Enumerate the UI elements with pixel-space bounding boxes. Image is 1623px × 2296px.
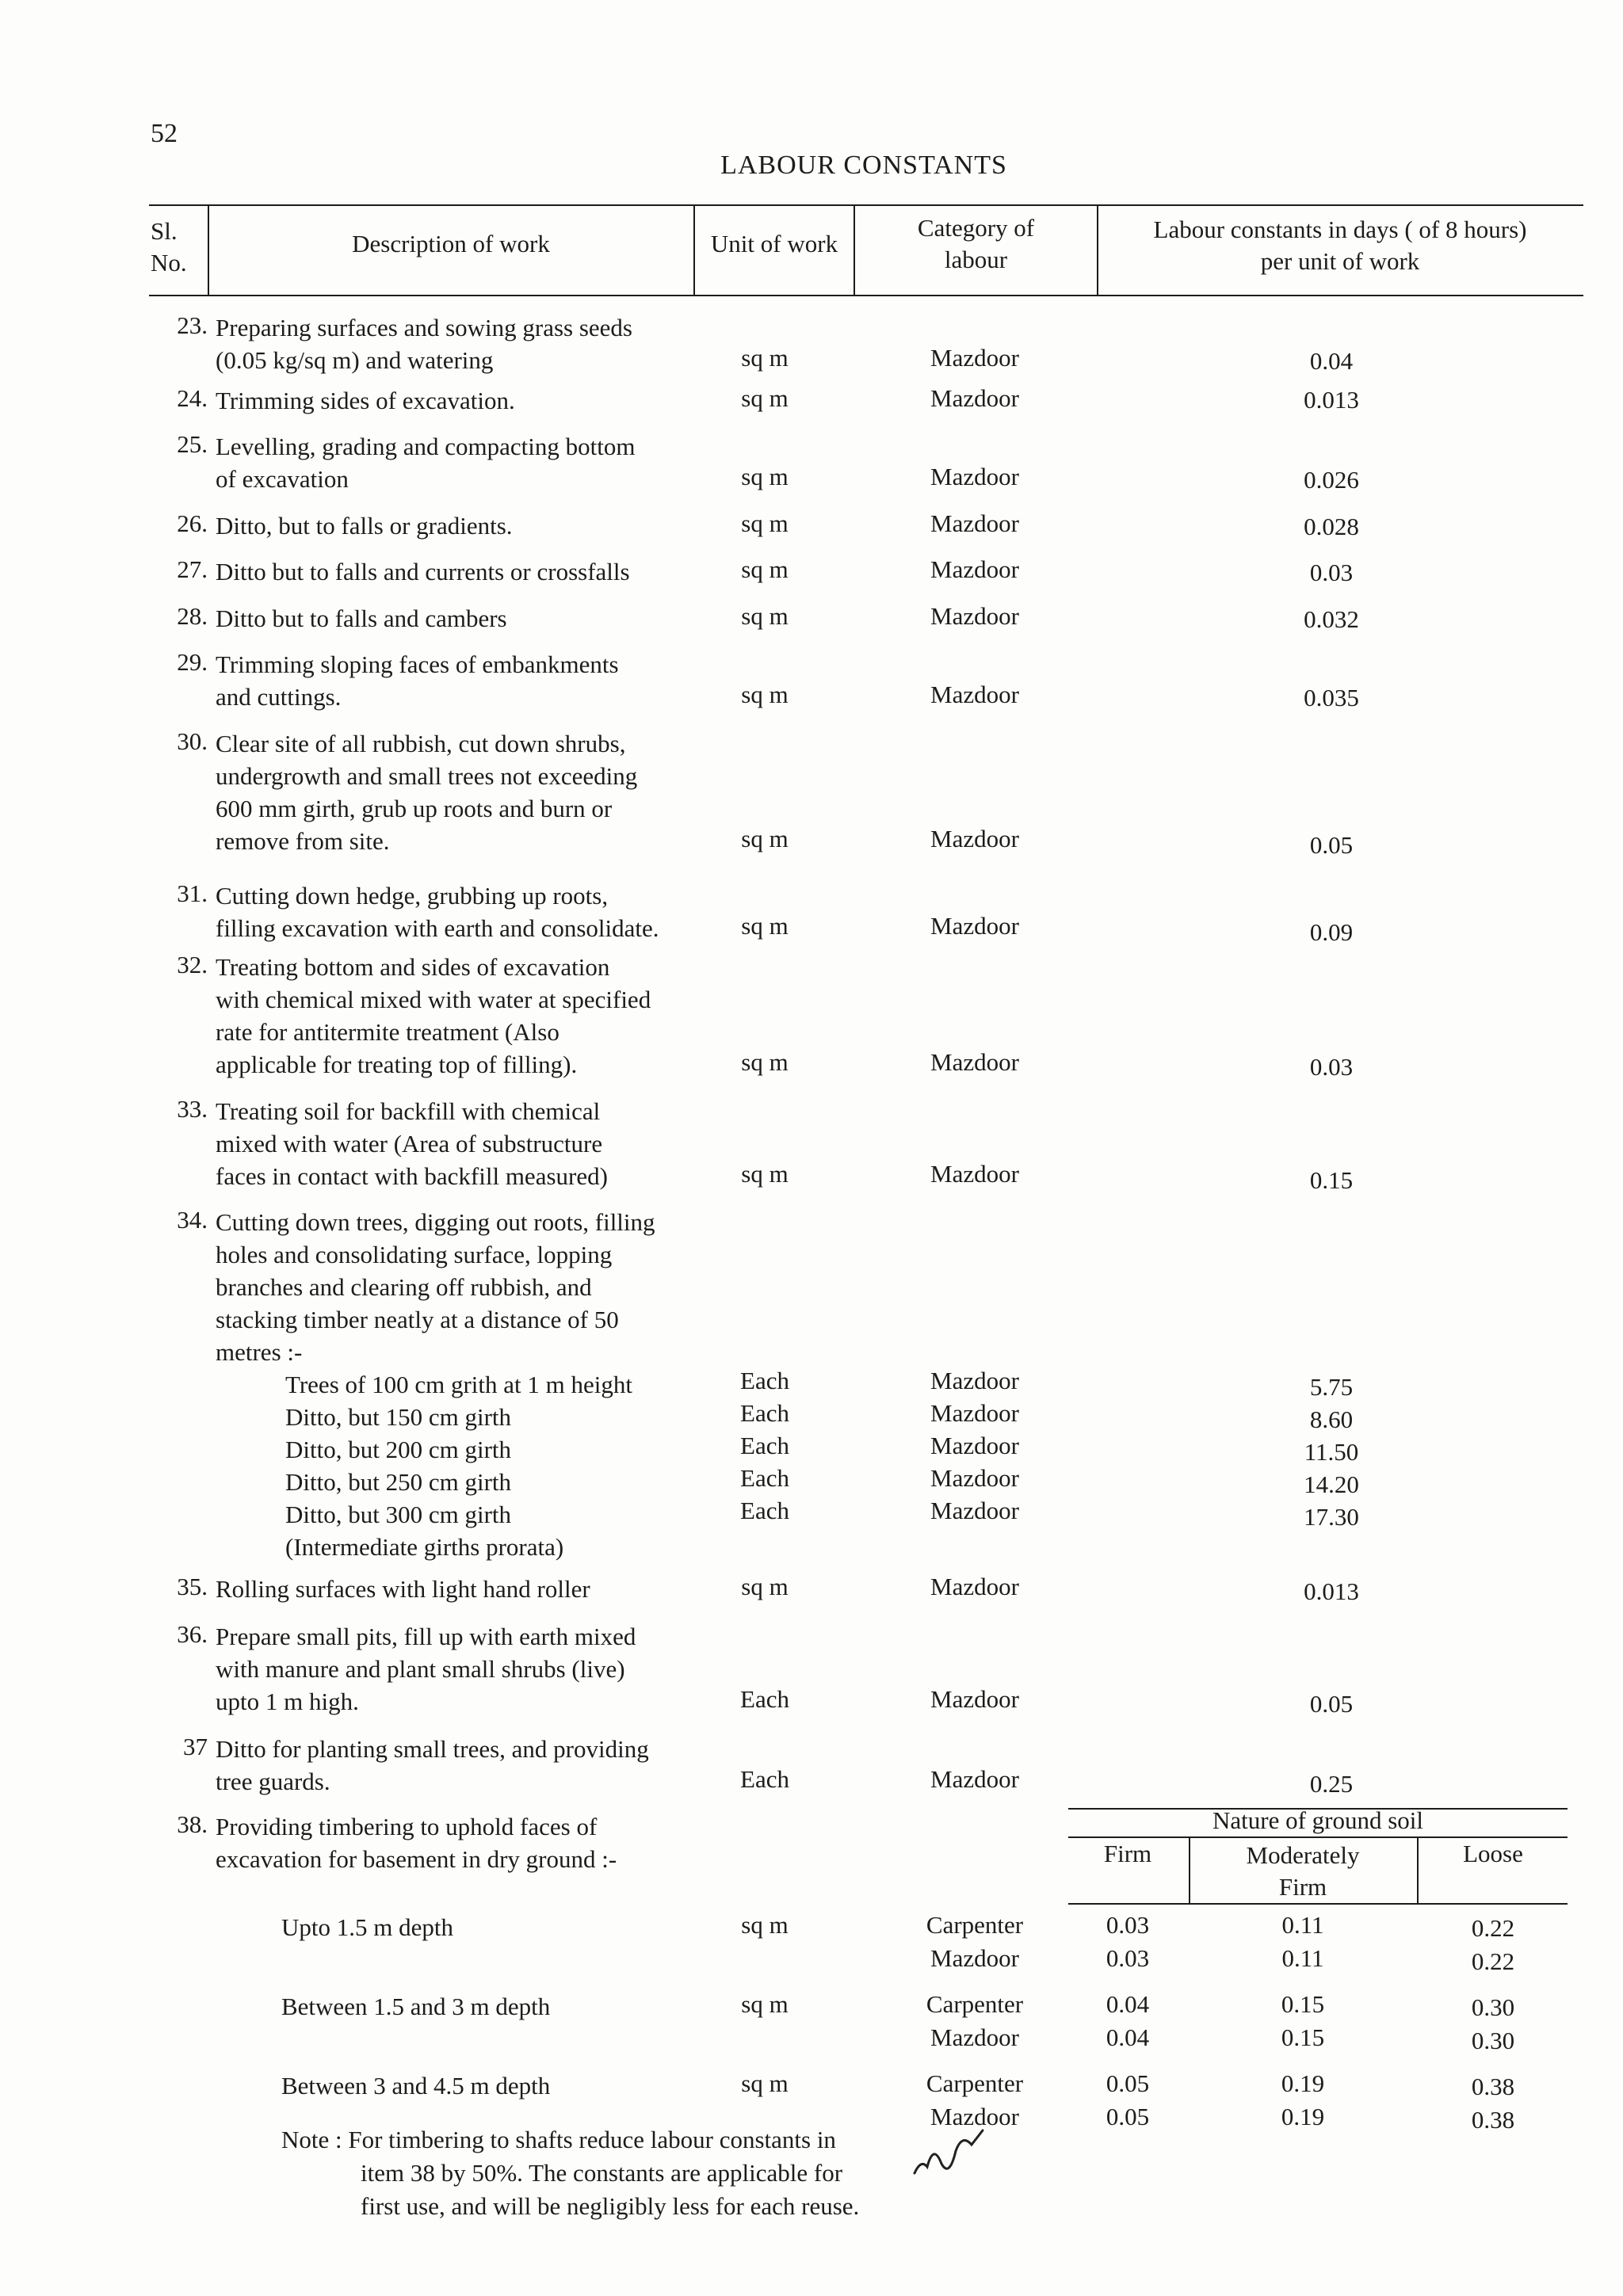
row-description-line: Ditto but to falls and currents or crossfalls — [216, 558, 630, 585]
header-category-line2: labour — [944, 246, 1008, 273]
row-labour-constant: 0.032 — [1304, 605, 1359, 633]
tree-category: Mazdoor — [930, 1432, 1019, 1459]
row-description-line: rate for antitermite treatment (Also — [216, 1018, 559, 1046]
row-labour-constant: 0.05 — [1309, 831, 1354, 859]
row-number: 24. — [177, 384, 208, 412]
row-description-line: of excavation — [216, 465, 349, 493]
row-number: 33. — [177, 1095, 208, 1123]
row-labour-constant: 0.25 — [1309, 1770, 1354, 1798]
soil-firm-value: 0.05 — [1106, 2103, 1150, 2130]
row-labour-constant: 0.09 — [1309, 918, 1354, 946]
tree-category: Mazdoor — [930, 1464, 1019, 1492]
row-description-line: (0.05 kg/sq m) and watering — [216, 346, 494, 374]
tree-labour-constant: 17.30 — [1304, 1503, 1359, 1531]
soil-moderate-header — [1190, 1840, 1415, 1903]
row-description-line: Prepare small pits, fill up with earth mixed — [216, 1623, 636, 1650]
row-number: 26. — [177, 509, 208, 537]
tree-unit: Each — [740, 1399, 789, 1427]
tree-category: Mazdoor — [930, 1399, 1019, 1427]
soil-firm-value: 0.03 — [1106, 1911, 1150, 1939]
soil-loose-value: 0.30 — [1471, 1993, 1515, 2021]
row-description-line: Clear site of all rubbish, cut down shrubs, — [216, 730, 626, 757]
tree-category: Mazdoor — [930, 1367, 1019, 1394]
row-description-line: 600 mm girth, grub up roots and burn or — [216, 795, 613, 822]
row-description-line: branches and clearing off rubbish, and — [216, 1273, 592, 1301]
row-unit: sq m — [741, 555, 789, 583]
soil-loose-value: 0.38 — [1471, 2073, 1515, 2100]
timbering-category: Mazdoor — [930, 2023, 1019, 2051]
row-number: 34. — [177, 1206, 208, 1234]
row-description-line: remove from site. — [216, 827, 390, 855]
soil-moderate-value: 0.11 — [1281, 1911, 1324, 1939]
tree-labour-constant: 14.20 — [1304, 1470, 1359, 1498]
row-description-line: Treating soil for backfill with chemical — [216, 1097, 601, 1125]
timbering-unit: sq m — [741, 1990, 789, 2018]
row-labour-constant: 0.035 — [1304, 684, 1359, 711]
row-labour-constant: 0.15 — [1309, 1166, 1354, 1194]
row-description-line: with manure and plant small shrubs (live) — [216, 1655, 625, 1683]
row-labour-constant: 0.03 — [1309, 559, 1354, 586]
soil-firm-value: 0.03 — [1106, 1944, 1150, 1972]
row-category: Mazdoor — [930, 1160, 1019, 1188]
soil-loose-value: 0.30 — [1471, 2027, 1515, 2054]
row-labour-constant: 0.04 — [1309, 347, 1354, 375]
tree-labour-constant: 11.50 — [1304, 1438, 1359, 1466]
table-header-rule — [149, 295, 1583, 296]
row-labour-constant: 0.03 — [1309, 1053, 1354, 1081]
timbering-category: Carpenter — [926, 2069, 1024, 2097]
row-unit: sq m — [741, 912, 789, 940]
timbering-category: Carpenter — [926, 1911, 1024, 1939]
note-line: Note : For timbering to shafts reduce labour constants in — [281, 2126, 836, 2153]
row-number: 31. — [177, 879, 208, 907]
timbering-category: Mazdoor — [930, 2103, 1019, 2130]
row-description-line: excavation for basement in dry ground :- — [216, 1845, 617, 1873]
row-description-line: Trimming sides of excavation. — [216, 387, 515, 414]
soil-moderate-value: 0.19 — [1281, 2103, 1325, 2130]
row-description-line: faces in contact with backfill measured) — [216, 1162, 608, 1190]
row-number: 23. — [177, 311, 208, 339]
note-line: first use, and will be negligibly less for each reuse. — [361, 2192, 860, 2220]
row-description-line: Providing timbering to uphold faces of — [216, 1813, 598, 1840]
row-unit: sq m — [741, 1048, 789, 1076]
row-unit: sq m — [741, 384, 789, 412]
header-category-line1: Category of — [917, 214, 1035, 242]
timbering-depth: Upto 1.5 m depth — [281, 1913, 453, 1941]
handwritten-initial-mark — [910, 2127, 989, 2183]
soil-firm-value: 0.04 — [1106, 1990, 1150, 2018]
row-category: Mazdoor — [930, 384, 1019, 412]
row-unit: Each — [740, 1685, 789, 1713]
page-title: LABOUR CONSTANTS — [720, 151, 1007, 180]
soil-moderate-value: 0.15 — [1281, 2023, 1325, 2051]
header-constants — [1098, 214, 1582, 277]
timbering-category: Carpenter — [926, 1990, 1024, 2018]
row-number: 29. — [177, 648, 208, 676]
row-description-line: Levelling, grading and compacting bottom — [216, 433, 636, 460]
row-unit: Each — [740, 1765, 789, 1793]
row-category: Mazdoor — [930, 509, 1019, 537]
soil-moderate-value: 0.15 — [1281, 1990, 1325, 2018]
row-description-line: upto 1 m high. — [216, 1688, 359, 1715]
row-category: Mazdoor — [930, 1048, 1019, 1076]
row-category: Mazdoor — [930, 344, 1019, 372]
row-description-line: with chemical mixed with water at specified — [216, 986, 651, 1013]
row-description-line: undergrowth and small trees not exceeding — [216, 762, 638, 790]
row-description-line: and cuttings. — [216, 683, 342, 711]
tree-description: Ditto, but 250 cm girth — [285, 1468, 512, 1496]
tree-description: Ditto, but 300 cm girth — [285, 1501, 512, 1528]
row-category: Mazdoor — [930, 825, 1019, 852]
header-sl-line: Sl. — [151, 217, 178, 245]
row-number: 37 — [183, 1733, 208, 1760]
row-category: Mazdoor — [930, 681, 1019, 708]
soil-moderate-line1: Moderately — [1246, 1841, 1360, 1869]
row-description-line: Preparing surfaces and sowing grass seeds — [216, 314, 633, 341]
soil-loose-value: 0.22 — [1471, 1947, 1515, 1975]
timbering-unit: sq m — [741, 2069, 789, 2097]
tree-labour-constant: 8.60 — [1309, 1405, 1354, 1433]
row-description-line: Rolling surfaces with light hand roller — [216, 1575, 590, 1603]
row-description-line: stacking timber neatly at a distance of 50 — [216, 1306, 619, 1333]
row-unit: sq m — [741, 1160, 789, 1188]
row-labour-constant: 0.05 — [1309, 1690, 1354, 1718]
row-labour-constant: 0.013 — [1304, 1577, 1359, 1605]
note-line: item 38 by 50%. The constants are applicable for — [361, 2159, 843, 2187]
row-description-line: Cutting down trees, digging out roots, filling — [216, 1208, 655, 1236]
row-number: 32. — [177, 951, 208, 978]
soil-moderate-line2: Firm — [1278, 1873, 1327, 1901]
row-labour-constant: 0.026 — [1304, 466, 1359, 494]
row-description-line: holes and consolidating surface, lopping — [216, 1241, 613, 1268]
timbering-unit: sq m — [741, 1911, 789, 1939]
row-number: 38. — [177, 1810, 208, 1838]
row-category: Mazdoor — [930, 1765, 1019, 1793]
tree-unit: Each — [740, 1497, 789, 1524]
row-description-line: applicable for treating top of filling). — [216, 1051, 578, 1078]
soil-firm-header: Firm — [1103, 1840, 1152, 1867]
row-description-line: metres :- — [216, 1338, 303, 1366]
soil-firm-value: 0.05 — [1106, 2069, 1150, 2097]
tree-unit: Each — [740, 1367, 789, 1394]
soil-loose-header: Loose — [1463, 1840, 1523, 1867]
row-description-line: Cutting down hedge, grubbing up roots, — [216, 882, 609, 910]
row-unit: sq m — [741, 1573, 789, 1600]
row-description-line: Ditto but to falls and cambers — [216, 605, 507, 632]
soil-heading: Nature of ground soil — [1212, 1806, 1424, 1834]
row-number: 36. — [177, 1620, 208, 1648]
row-unit: sq m — [741, 463, 789, 490]
row-category: Mazdoor — [930, 463, 1019, 490]
row-number: 25. — [177, 430, 208, 458]
soil-loose-value: 0.38 — [1471, 2106, 1515, 2134]
table-top-rule — [149, 204, 1583, 206]
header-constants-line2: per unit of work — [1260, 247, 1420, 275]
row-unit: sq m — [741, 602, 789, 630]
header-no-line: No. — [151, 249, 187, 277]
page-number: 52 — [151, 119, 178, 148]
tree-labour-constant: 5.75 — [1309, 1373, 1354, 1401]
soil-bottom-rule — [1068, 1903, 1568, 1905]
row-number: 28. — [177, 602, 208, 630]
row-unit: sq m — [741, 681, 789, 708]
row-unit: sq m — [741, 825, 789, 852]
row-category: Mazdoor — [930, 1685, 1019, 1713]
note — [281, 2123, 859, 2223]
row-number: 35. — [177, 1573, 208, 1600]
row-description-line: tree guards. — [216, 1768, 330, 1795]
row-number: 27. — [177, 555, 208, 583]
header-unit: Unit of work — [710, 230, 838, 257]
tree-description: Ditto, but 150 cm girth — [285, 1403, 512, 1431]
row-labour-constant: 0.028 — [1304, 513, 1359, 540]
row-description-line: Treating bottom and sides of excavation — [216, 953, 610, 981]
soil-loose-value: 0.22 — [1471, 1914, 1515, 1942]
soil-moderate-value: 0.19 — [1281, 2069, 1325, 2097]
row-unit: sq m — [741, 344, 789, 372]
tree-unit: Each — [740, 1464, 789, 1492]
row-category: Mazdoor — [930, 555, 1019, 583]
header-category — [855, 212, 1097, 276]
tree-description: Ditto, but 200 cm girth — [285, 1436, 512, 1463]
row-category: Mazdoor — [930, 1573, 1019, 1600]
row-category: Mazdoor — [930, 912, 1019, 940]
tree-description: Trees of 100 cm grith at 1 m height — [285, 1371, 632, 1398]
header-constants-line1: Labour constants in days ( of 8 hours) — [1153, 215, 1527, 243]
soil-moderate-value: 0.11 — [1281, 1944, 1324, 1972]
row-description-line: filling excavation with earth and consolidate. — [216, 914, 659, 942]
tree-unit: Each — [740, 1432, 789, 1459]
row-unit: sq m — [741, 509, 789, 537]
timbering-category: Mazdoor — [930, 1944, 1019, 1972]
timbering-depth: Between 1.5 and 3 m depth — [281, 1993, 551, 2020]
row-labour-constant: 0.013 — [1304, 386, 1359, 414]
row-description-line: mixed with water (Area of substructure — [216, 1130, 603, 1158]
tree-description: (Intermediate girths prorata) — [285, 1533, 564, 1561]
row-number: 30. — [177, 727, 208, 755]
row-description-line: Trimming sloping faces of embankments — [216, 650, 619, 678]
soil-firm-value: 0.04 — [1106, 2023, 1150, 2051]
row-description-line: Ditto, but to falls or gradients. — [216, 512, 513, 540]
timbering-depth: Between 3 and 4.5 m depth — [281, 2072, 551, 2100]
soil-mid-rule — [1068, 1836, 1568, 1838]
row-description-line: Ditto for planting small trees, and providing — [216, 1735, 649, 1763]
row-category: Mazdoor — [930, 602, 1019, 630]
header-sl-no — [151, 215, 206, 279]
header-description: Description of work — [352, 230, 550, 257]
tree-category: Mazdoor — [930, 1497, 1019, 1524]
